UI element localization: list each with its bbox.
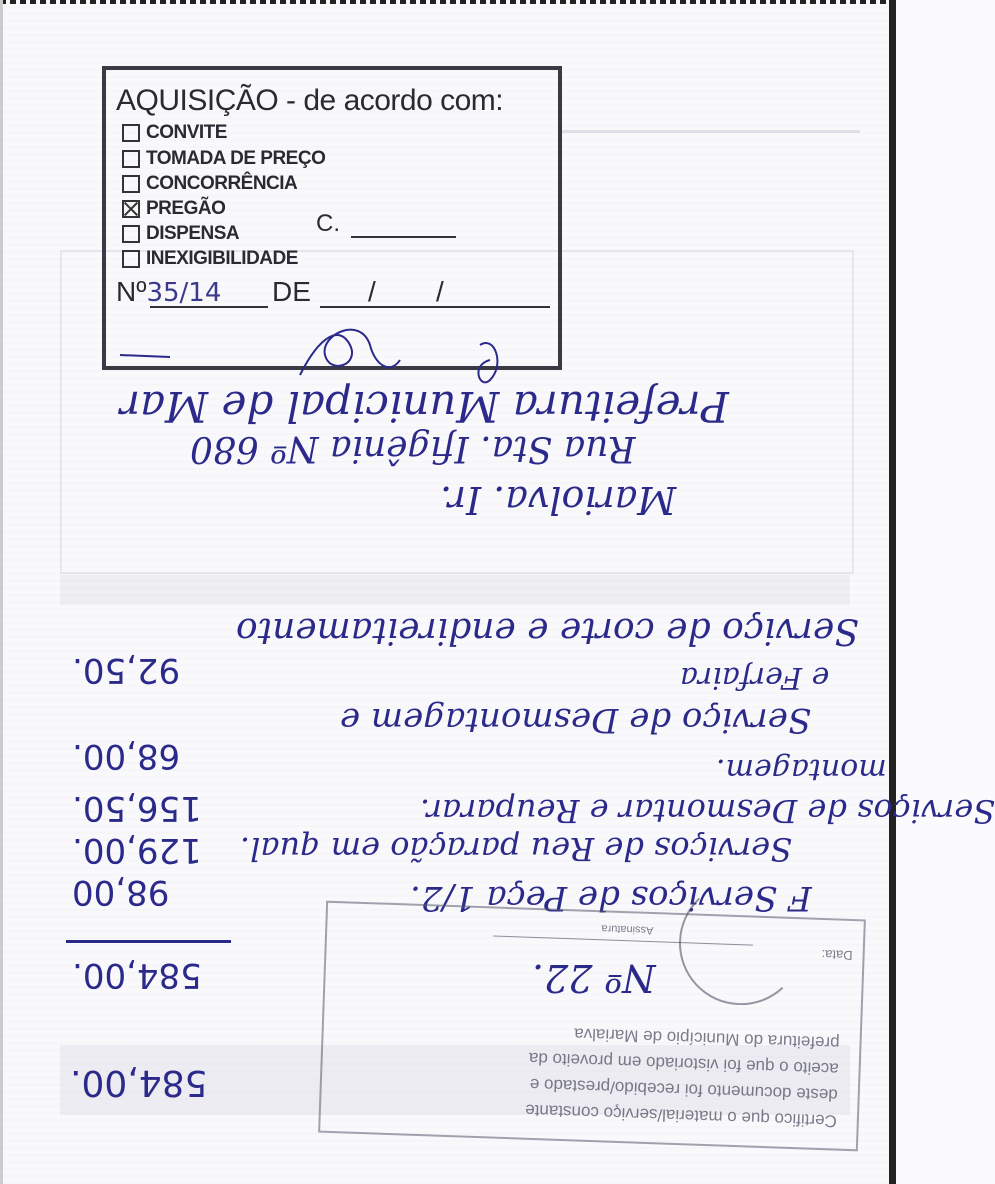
- c-blank-line: [351, 236, 456, 238]
- process-number: 35/14: [146, 278, 222, 308]
- item-4-desc: Serviços de Reu paração em qual.: [240, 830, 793, 868]
- item-5-amount: 98,00: [72, 872, 170, 912]
- item-1-desc-1: Serviço de corte e endireitamento: [236, 610, 859, 651]
- option-label: PREGÃO: [146, 198, 226, 219]
- option-pregao: [122, 198, 225, 220]
- item-4-amount: 129,00.: [72, 830, 202, 870]
- address-line-3: Mariolva. Ir.: [440, 478, 677, 522]
- cert-line-4: prefeitura do Município de Marialva: [573, 1024, 840, 1053]
- c-label: C.: [316, 210, 340, 237]
- option-label: INEXIGIBILIDADE: [146, 248, 298, 269]
- checkbox-convite: [122, 124, 140, 142]
- option-label: CONVITE: [146, 122, 227, 143]
- de-label: DE: [272, 276, 311, 307]
- process-number-row: [116, 276, 221, 308]
- checkbox-concorrencia: [122, 175, 140, 193]
- checkbox-dispensa: [122, 225, 140, 243]
- stamp-title: AQUISIÇÃO - de acordo com:: [116, 84, 504, 117]
- checkbox-inexigibilidade: [122, 250, 140, 268]
- right-edge: [889, 0, 896, 1184]
- bleed-through-form: [560, 70, 860, 133]
- item-5-desc: F Serviços de Peça 1/2.: [410, 878, 812, 918]
- checkbox-tomada-de-preco: [122, 150, 140, 168]
- cert-signature-label: Assinatura: [601, 922, 654, 937]
- item-1-amount: 92,50.: [72, 650, 181, 690]
- item-3-desc: Serviços de Desmontar e Reuparar.: [420, 792, 995, 830]
- cert-line-2: deste documento foi recebido/prestado e: [529, 1074, 839, 1105]
- item-2-desc-2: montagem.: [716, 752, 887, 787]
- address-line-2: Rua Sta. Ifigênia Nº 680: [190, 428, 636, 469]
- cert-line-3: aceito o que foi vistoriado em proveito da: [528, 1048, 839, 1079]
- option-label: DISPENSA: [146, 223, 240, 244]
- date-blank-line: [320, 306, 550, 308]
- bleed-through-bar: [60, 575, 850, 605]
- option-inexigibilidade: [122, 248, 298, 270]
- address-line-1: Prefeitura Municipal de Mar: [120, 382, 729, 431]
- number-underline: [150, 306, 268, 308]
- date-slash-2: /: [436, 276, 444, 307]
- left-edge: [0, 0, 3, 1184]
- option-label: CONCORRÊNCIA: [146, 173, 298, 194]
- document-number: Nº 22.: [532, 956, 656, 1000]
- option-label: TOMADA DE PREÇO: [146, 148, 326, 169]
- number-prefix: Nº: [116, 276, 147, 307]
- item-1-desc-2: e Ferfaira: [680, 660, 830, 695]
- item-2-amount: 68,00.: [72, 736, 181, 776]
- date-slash-1: /: [368, 276, 376, 307]
- certification-stamp: [318, 901, 866, 1152]
- option-convite: [122, 122, 227, 144]
- option-dispensa: [122, 223, 239, 245]
- total-amount: 584,00.: [72, 955, 202, 995]
- total-amount-repeat: 584,00.: [70, 1062, 208, 1103]
- perforated-edge: [0, 0, 896, 4]
- checkbox-pregao-checked: [122, 200, 140, 218]
- item-2-desc-1: Serviço de Desmontagem e: [340, 700, 812, 740]
- total-separator-line: [66, 940, 231, 943]
- cert-date-label: Data:: [821, 946, 853, 964]
- cert-line-1: Certifico que o material/serviço constante: [524, 1100, 838, 1131]
- option-tomada-de-preco: [122, 148, 325, 170]
- item-3-amount: 156,50.: [72, 788, 202, 828]
- option-concorrencia: [122, 173, 297, 195]
